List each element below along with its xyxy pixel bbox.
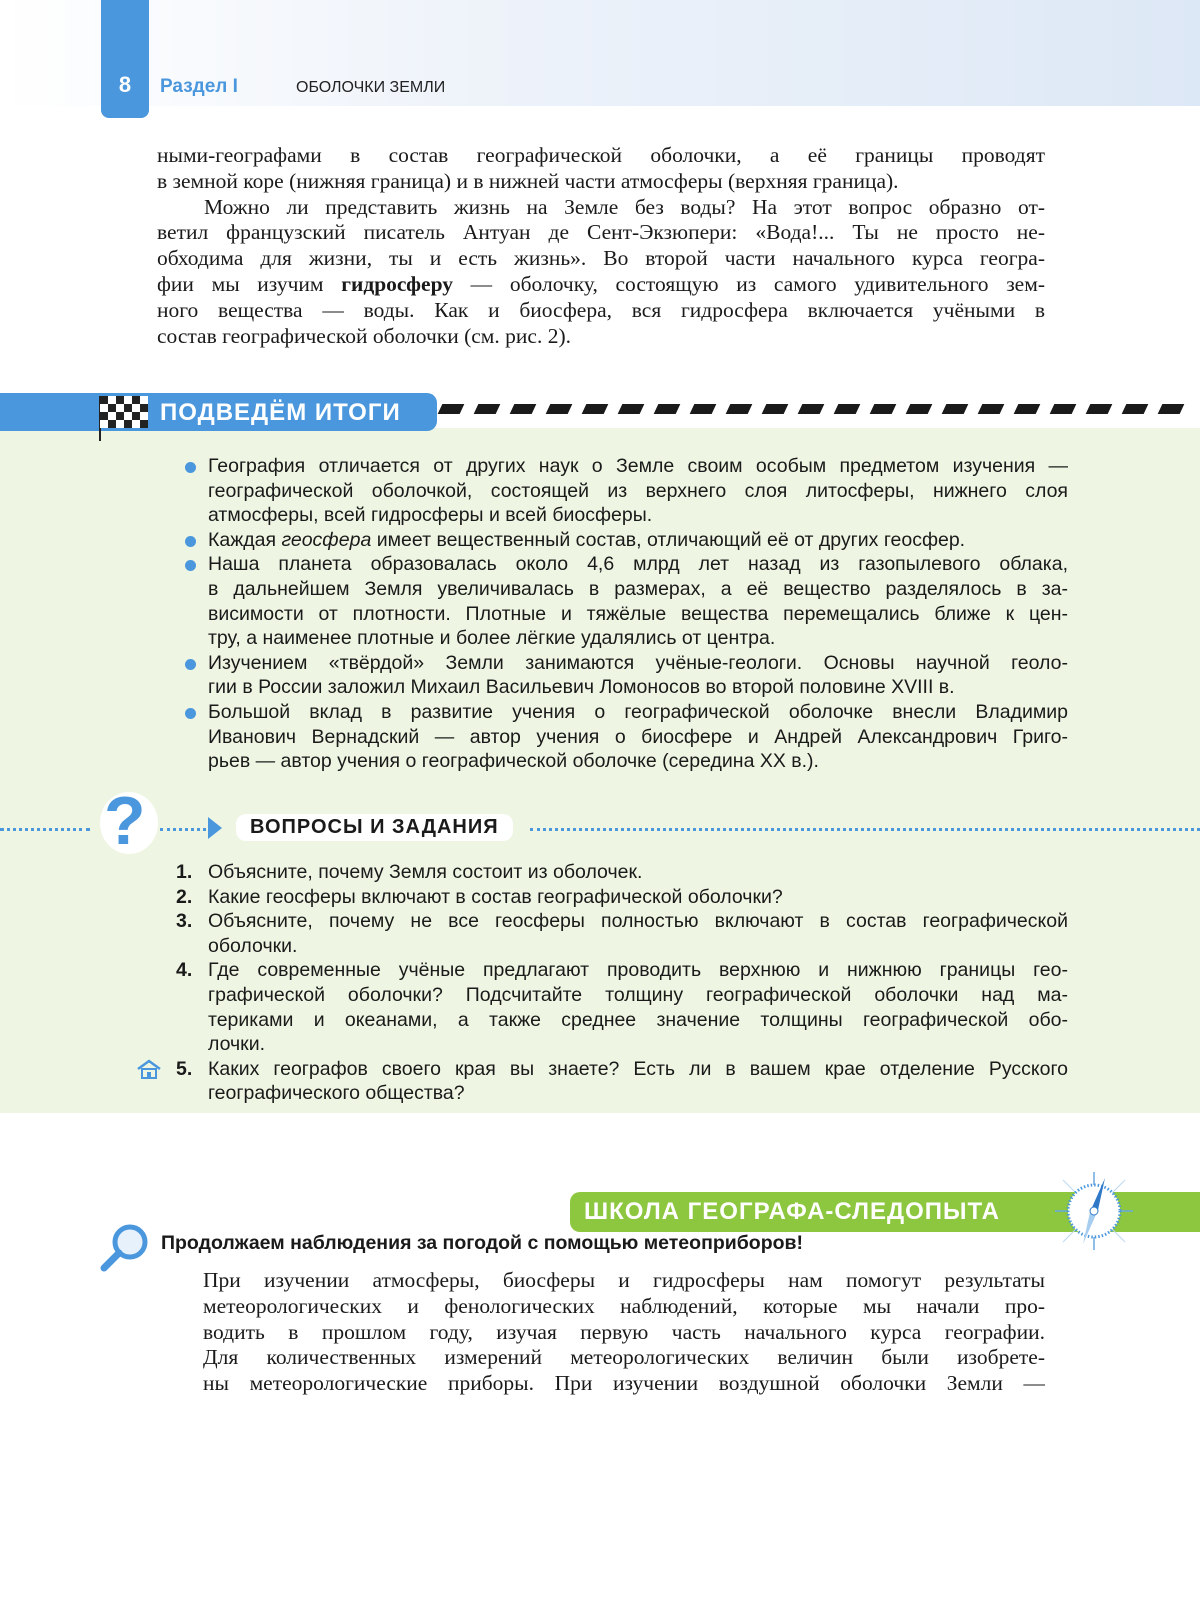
text-line: атмосферы, всей гидросферы и всей биосферы.	[208, 504, 653, 527]
dash	[618, 404, 645, 414]
text-segment: фии мы изучим	[157, 271, 342, 296]
text-line: в дальнейшем Земля увеличивалась в размерах, а её вещество разделялось в за-	[208, 577, 1068, 600]
question-number: 1.	[176, 861, 193, 883]
text-line	[157, 272, 1045, 298]
dash	[438, 404, 465, 414]
text-line: гии в России заложил Михаил Васильевич Ломоносов во второй половине XVIII в.	[208, 676, 955, 699]
dash	[510, 404, 537, 414]
text-line: ными-географами в состав географической оболочки, а её границы проводят	[157, 143, 1045, 167]
question-number: 4.	[176, 959, 193, 982]
text-line: Для количественных измерений метеорологических величин были изобрете-	[203, 1345, 1045, 1370]
dash	[906, 404, 933, 414]
dash	[690, 404, 717, 414]
text-line: географической оболочкой, состоящей из верхнего слоя литосферы, нижнего слоя	[208, 479, 1068, 502]
school-heading: Продолжаем наблюдения за погодой с помощью метеоприборов!	[161, 1232, 804, 1254]
text-line: географического общества?	[208, 1082, 465, 1105]
text-line: Изучением «твёрдой» Земли занимаются учёные-геологи. Основы научной геоло-	[208, 651, 1068, 674]
school-banner: ШКОЛА ГЕОГРАФА-СЛЕДОПЫТА	[570, 1192, 1200, 1232]
text-line: водить в прошлом году, изучая первую часть начального курса географии.	[203, 1319, 1045, 1344]
text-line: рьев — автор учения о географической оболочке (середина XX в.).	[208, 750, 819, 773]
home-task-icon	[136, 1059, 162, 1079]
summary-list	[208, 454, 1068, 774]
text-line: Каких географов своего края вы знаете? Есть ли в вашем крае отделение Русского	[208, 1057, 1068, 1080]
text-line: Объясните, почему не все геосферы полностью включают в состав географической	[208, 910, 1068, 933]
question-number: 3.	[176, 910, 193, 933]
text-segment: имеет вещественный состав, отличающий её от других геосфер.	[371, 528, 966, 551]
text-line: метеорологических и фенологических наблюдений, которые мы начали про-	[203, 1293, 1045, 1318]
text-line: ны метеорологические приборы. При изучении воздушной оболочки Земли —	[203, 1371, 1045, 1396]
summary-bullet	[208, 528, 1068, 553]
dash	[798, 404, 825, 414]
dash	[834, 404, 861, 414]
text-line: Иванович Вернадский — автор учения о биосфере и Андрей Александрович Григо-	[208, 725, 1068, 748]
dotted-line-left	[0, 828, 90, 831]
text-line: лочки.	[208, 1033, 266, 1056]
text-line: оболочки.	[208, 934, 298, 957]
summary-title: ПОДВЕДЁМ ИТОГИ	[0, 393, 437, 431]
text-line: Наша планета образовалась около 4,6 млрд лет назад из газопылевого облака,	[208, 553, 1068, 576]
question-item	[176, 909, 1068, 958]
question-item	[176, 860, 1068, 885]
text-line: тру, а наименее плотные и более лёгкие удалялись от центра.	[208, 627, 776, 650]
checkered-flag-icon	[99, 396, 149, 428]
section-label: Раздел I	[160, 76, 238, 97]
question-item	[176, 885, 1068, 910]
text-line: Объясните, почему Земля состоит из оболочек.	[208, 861, 643, 883]
summary-bullet	[208, 700, 1068, 774]
intro-text	[157, 143, 1045, 349]
magnifier-icon	[100, 1222, 150, 1272]
text-line: Большой вклад в развитие учения о географической оболочке внесли Владимир	[208, 700, 1068, 723]
summary-bullet	[208, 651, 1068, 700]
dash	[1050, 404, 1077, 414]
question-mark-icon: ?	[100, 792, 158, 854]
questions-title: ВОПРОСЫ И ЗАДАНИЯ	[236, 814, 513, 841]
text-line: обходима для жизни, ты и есть жизнь». Во второй части начального курса геогра-	[157, 246, 1045, 271]
text-line: При изучении атмосферы, биосферы и гидросферы нам помогут результаты	[203, 1268, 1045, 1292]
dash	[1014, 404, 1041, 414]
dash	[654, 404, 681, 414]
dash	[978, 404, 1005, 414]
text-line: ного вещества — воды. Как и биосфера, вся гидросфера включается учёными в	[157, 297, 1045, 322]
bullet-dot-icon	[185, 462, 196, 473]
school-text	[203, 1268, 1045, 1397]
text-line: Какие геосферы включают в состав географической оболочки?	[208, 885, 783, 908]
text-line: графической оболочки? Подсчитайте толщину географической оболочки над ма-	[208, 983, 1068, 1006]
dash	[870, 404, 897, 414]
emphasized-term: геосфера	[281, 528, 372, 551]
emphasized-term: гидросферу	[341, 271, 454, 296]
dash	[1122, 404, 1149, 414]
text-line: в земной коре (нижняя граница) и в нижней части атмосферы (верхняя граница).	[157, 168, 899, 193]
text-line: состав географической оболочки (см. рис. 2).	[157, 323, 572, 348]
dash	[582, 404, 609, 414]
text-line: География отличается от других наук о Земле своим особым предметом изучения —	[208, 455, 1068, 477]
bullet-dot-icon	[185, 536, 196, 547]
question-number: 2.	[176, 885, 193, 908]
question-item	[176, 1057, 1068, 1106]
dash	[474, 404, 501, 414]
dotted-line-right	[530, 828, 1200, 831]
compass-icon	[1055, 1172, 1133, 1250]
text-line: Можно ли представить жизнь на Земле без воды? На этот вопрос образно от-	[204, 194, 1045, 219]
dash	[546, 404, 573, 414]
text-line: висимости от плотности. Плотные и тяжёлые вещества перемещались ближе к цен-	[208, 602, 1068, 625]
text-line: Где современные учёные предлагают проводить верхнюю и нижнюю границы гео-	[208, 959, 1068, 982]
dash	[726, 404, 753, 414]
dashed-divider	[440, 404, 1200, 418]
questions-list	[176, 860, 1068, 1106]
text-line	[208, 528, 1068, 553]
dotted-line-mid	[160, 828, 206, 831]
bullet-dot-icon	[185, 659, 196, 670]
text-segment: — оболочку, состоящую из самого удивительного зем-	[453, 271, 1045, 296]
summary-bullet	[208, 454, 1068, 528]
text-line: ветил французский писатель Антуан де Сент-Экзюпери: «Вода!... Ты не просто не-	[157, 220, 1045, 245]
section-title: ОБОЛОЧКИ ЗЕМЛИ	[296, 79, 446, 96]
text-line: териками и океанами, а также среднее значение толщины географической обо-	[208, 1008, 1068, 1031]
text-segment: Каждая	[208, 528, 282, 551]
question-item	[176, 958, 1068, 1056]
dash	[1086, 404, 1113, 414]
bullet-dot-icon	[185, 708, 196, 719]
page-number: 8	[101, 0, 149, 118]
summary-bullet	[208, 552, 1068, 650]
dash	[1158, 404, 1185, 414]
dash	[942, 404, 969, 414]
dash	[762, 404, 789, 414]
arrow-icon	[208, 817, 222, 839]
question-number: 5.	[176, 1057, 193, 1080]
